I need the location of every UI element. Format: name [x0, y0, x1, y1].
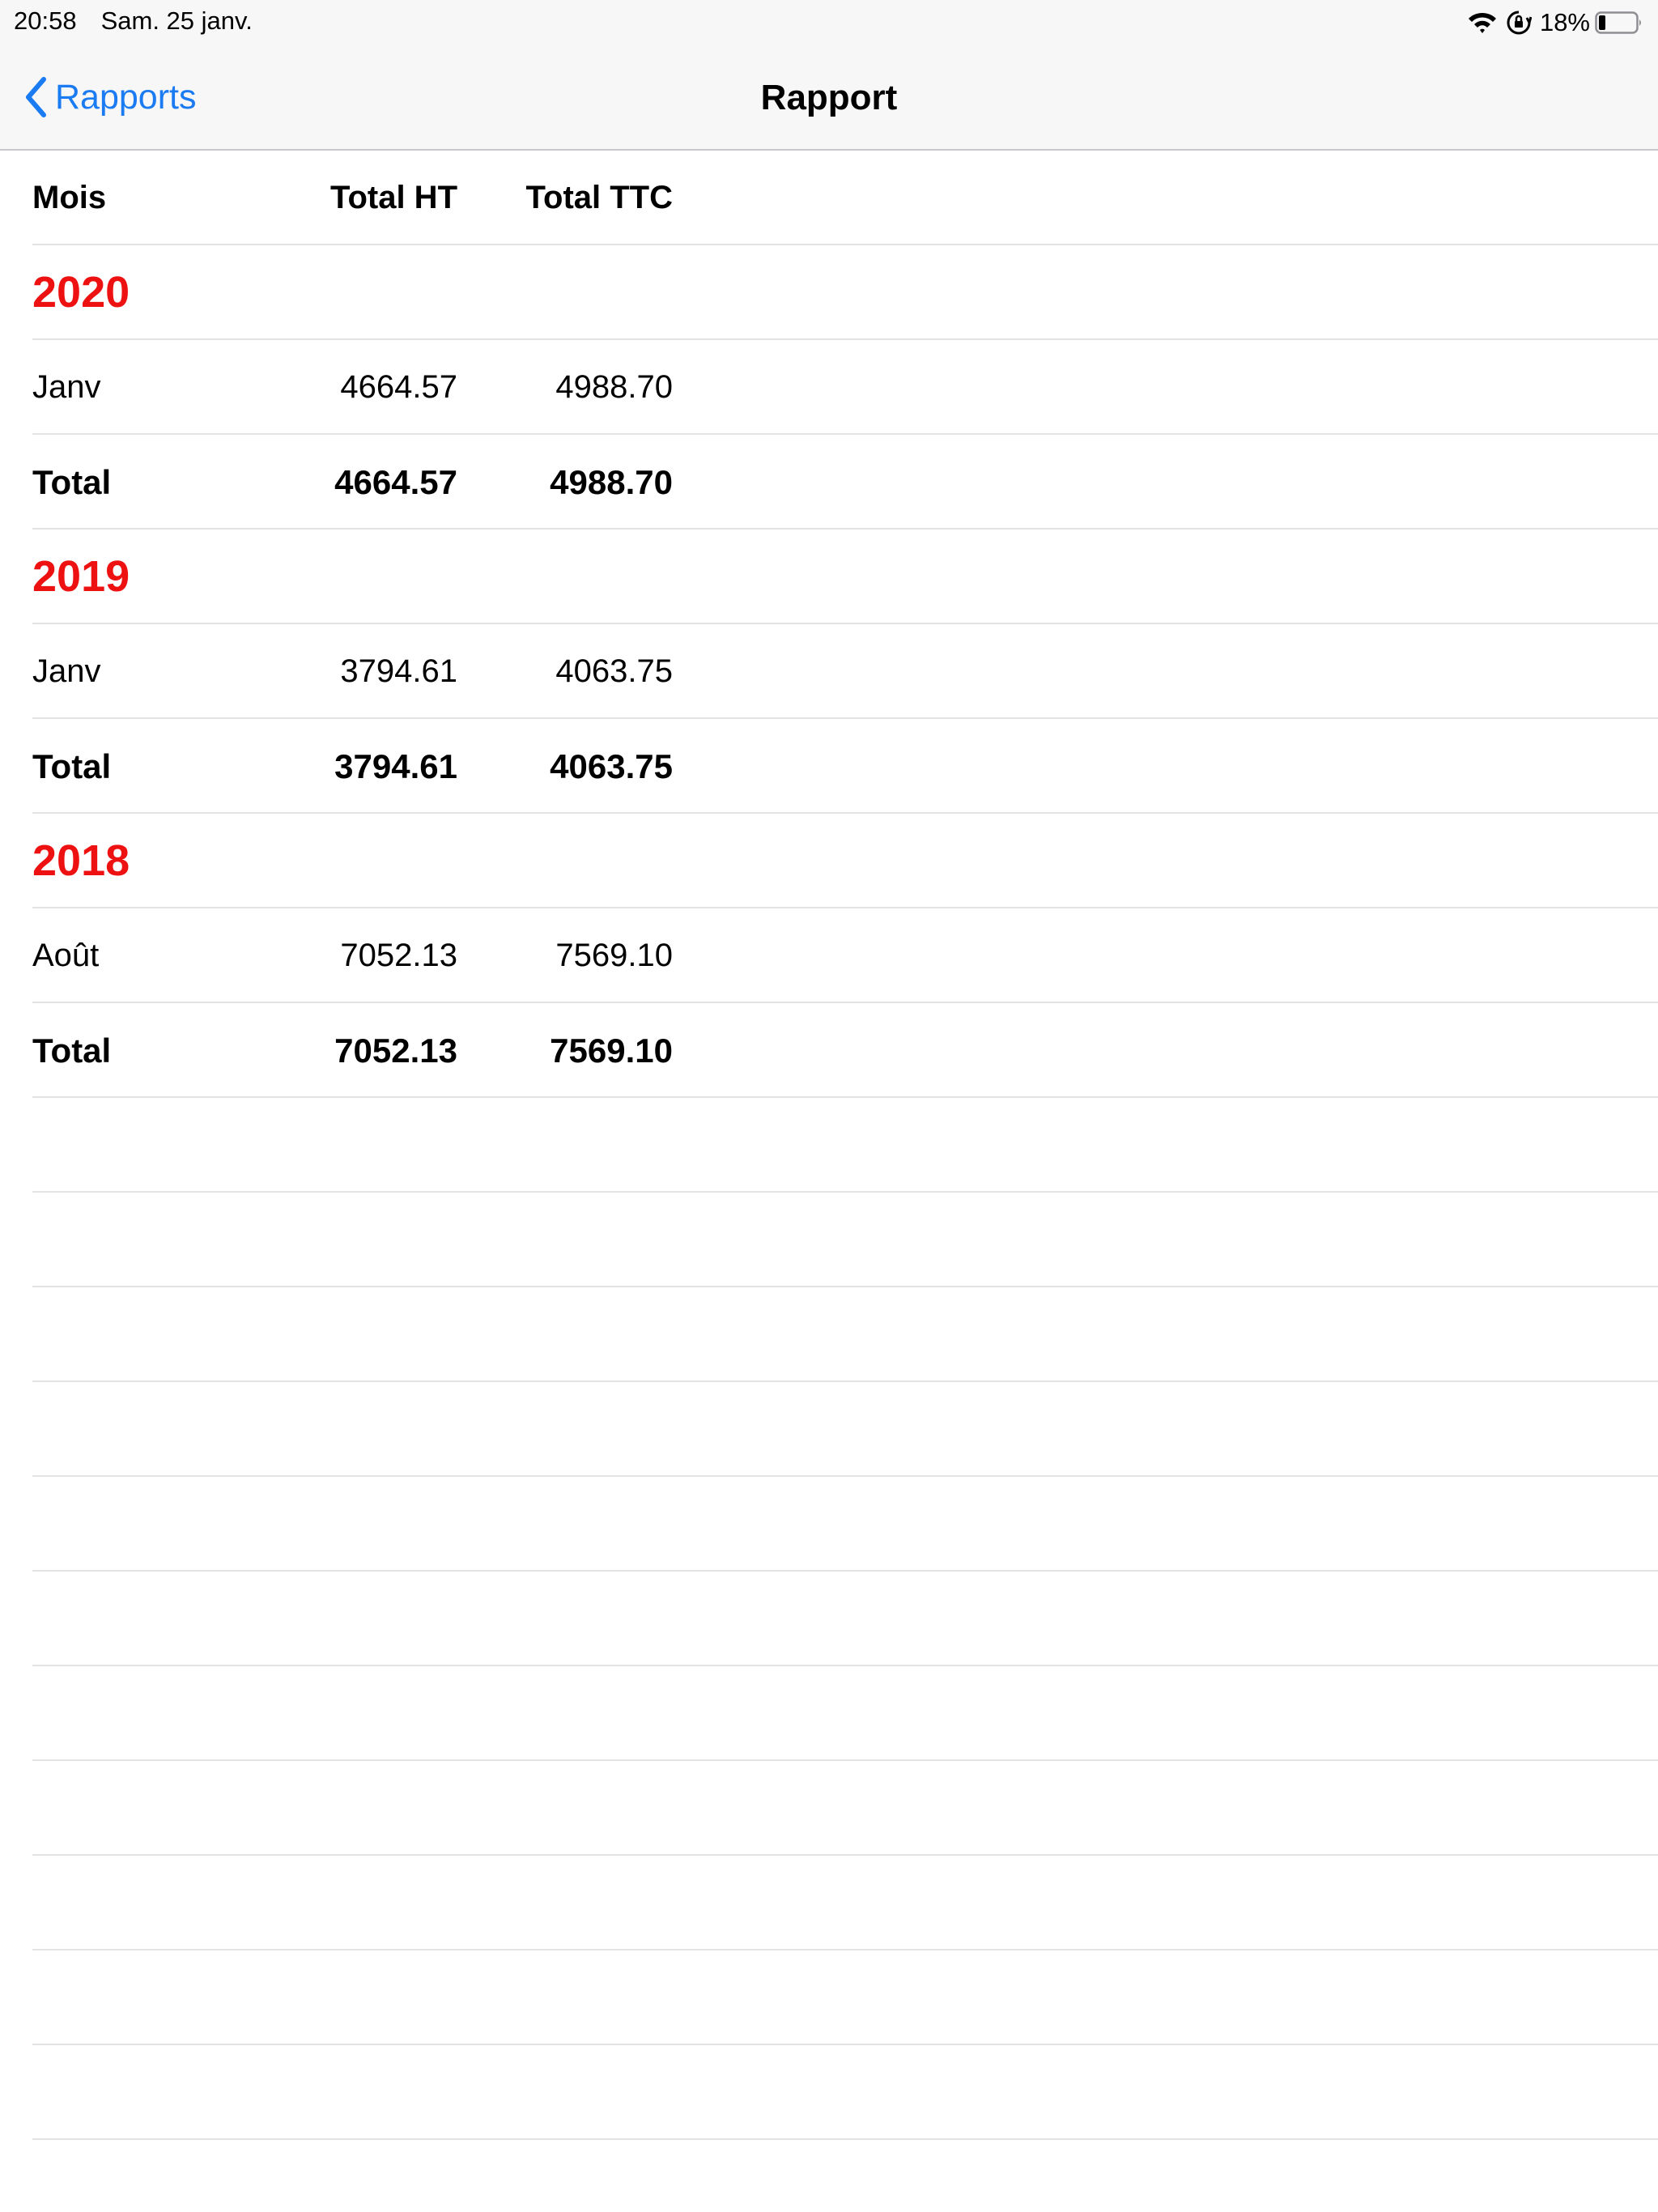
month-cell: Janv	[32, 369, 101, 405]
report-table	[0, 151, 1658, 2140]
header-total-ht: Total HT	[329, 180, 457, 215]
table-row[interactable]	[0, 624, 1658, 719]
empty-row	[0, 1950, 1658, 2045]
status-date: Sam. 25 janv.	[100, 6, 253, 35]
table-row[interactable]	[0, 908, 1658, 1003]
navigation-bar	[0, 42, 1658, 151]
empty-row	[0, 1193, 1658, 1287]
year-label: 2019	[32, 552, 130, 601]
battery-percent: 18%	[1539, 8, 1590, 36]
year-section-header	[0, 814, 1658, 908]
empty-row	[0, 1761, 1658, 1856]
total-ht-cell: 3794.61	[340, 653, 457, 689]
table-header-row	[0, 151, 1658, 245]
table-row[interactable]	[0, 340, 1658, 435]
page-title: Rapport	[760, 78, 898, 117]
empty-row	[0, 1666, 1658, 1761]
total-ttc-cell: 4063.75	[555, 653, 673, 689]
total-ht-cell: 3794.61	[334, 747, 457, 785]
year-label: 2018	[32, 836, 130, 885]
total-row	[0, 719, 1658, 814]
empty-row	[0, 1477, 1658, 1572]
year-section-header	[0, 530, 1658, 624]
battery-icon	[1595, 11, 1643, 35]
total-label: Total	[32, 463, 112, 501]
status-indicators	[1467, 6, 1643, 39]
total-label: Total	[32, 747, 112, 785]
month-cell: Août	[32, 938, 100, 973]
back-button-label: Rapports	[55, 77, 197, 117]
year-section-header	[0, 245, 1658, 340]
month-cell: Janv	[32, 653, 101, 689]
total-ht-cell: 4664.57	[334, 463, 457, 501]
wifi-icon	[1467, 11, 1498, 35]
total-ht-cell: 7052.13	[340, 938, 457, 973]
status-bar	[0, 0, 1658, 42]
status-time-date	[14, 6, 253, 36]
year-label: 2020	[32, 268, 130, 317]
orientation-lock-icon	[1506, 10, 1532, 36]
total-ttc-cell: 7569.10	[555, 938, 673, 973]
total-ht-cell: 7052.13	[334, 1032, 457, 1070]
empty-row	[0, 1287, 1658, 1382]
total-row	[0, 1003, 1658, 1098]
total-ht-cell: 4664.57	[340, 369, 457, 405]
total-label: Total	[32, 1032, 112, 1070]
empty-row	[0, 1856, 1658, 1950]
total-ttc-cell: 7569.10	[550, 1032, 673, 1070]
empty-row	[0, 1382, 1658, 1477]
total-ttc-cell: 4988.70	[550, 463, 673, 501]
total-row	[0, 435, 1658, 530]
empty-row	[0, 2045, 1658, 2140]
total-ttc-cell: 4063.75	[550, 747, 673, 785]
header-month: Mois	[32, 180, 107, 215]
header-total-ttc: Total TTC	[525, 180, 673, 215]
status-time: 20:58	[14, 6, 77, 35]
total-ttc-cell: 4988.70	[555, 369, 673, 405]
empty-row	[0, 1572, 1658, 1666]
empty-row	[0, 1098, 1658, 1193]
